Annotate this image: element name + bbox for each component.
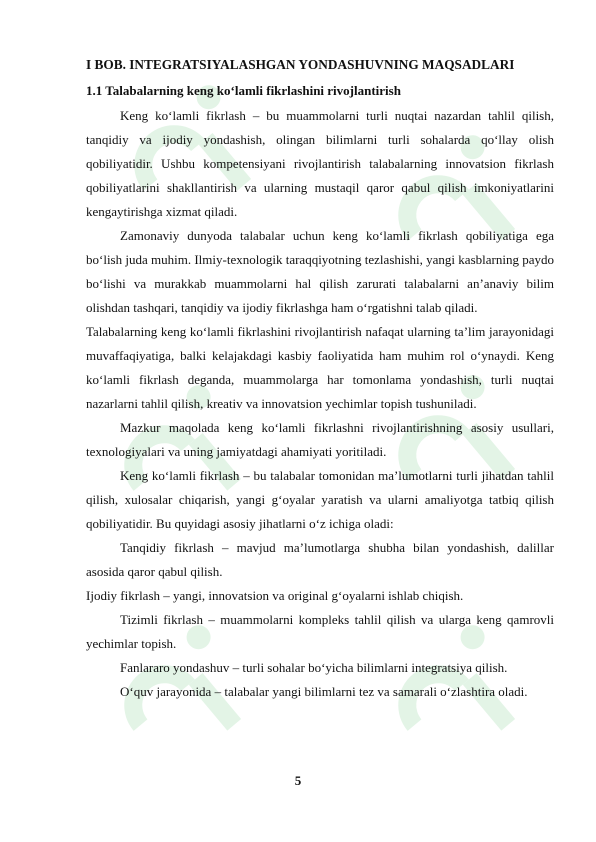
paragraph: Fanlararo yondashuv – turli sohalar bo‘yicha bilimlarni integratsiya qilish.: [120, 660, 508, 675]
page-number: 5: [294, 773, 302, 788]
paragraph: Mazkur maqolada keng ko‘lamli fikrlashni rivojlantirishning asosiy usullari, texnologiyalari va uning jamiyatdagi ahamiyati yoritiladi.: [86, 420, 554, 459]
paragraph: Keng ko‘lamli fikrlash – bu talabalar tomonidan ma’lumotlarni turli jihatdan tahlil qilish, xulosalar chiqarish, yangi g‘oyalar yaratish va ularni amaliyotga tatbiq qilish qobiliyatidir. Bu quyidagi asosiy jihatlarni o‘z ichiga oladi:: [86, 468, 554, 531]
paragraph: O‘quv jarayonida – talabalar yangi bilimlarni tez va samarali o‘zlashtira oladi.: [120, 684, 528, 699]
paragraph: Tanqidiy fikrlash – mavjud ma’lumotlarga shubha bilan yondashish, dalillar asosida qaror qabul qilish.: [86, 540, 554, 579]
paragraph: Talabalarning keng ko‘lamli fikrlashini rivojlantirish nafaqat ularning ta’lim jarayonidagi muvaffaqiyatiga, balki kelajakdagi kasbiy faoliyatida ham muhim rol o‘ynaydi. Keng ko‘lamli fikrlash deganda, muammolarga har tomonlama yondashish, turli nuqtai nazarlarni tahlil qilish, kreativ va innovatsion yechimlar topish tushuniladi.: [86, 324, 554, 411]
section-title: 1.1 Talabalarning keng ko‘lamli fikrlashini rivojlantirish: [86, 83, 401, 98]
paragraph: Keng ko‘lamli fikrlash – bu muammolarni turli nuqtai nazardan tahlil qilish, tanqidiy va ijodiy yondashish, olingan bilimlarni turli sohalarda qo‘llay olish qobiliyatidir. Ushbu kompetensiyani rivojlantirish talabalarning innovatsion fikrlash qobiliyatlarini shakllantirish va ularning mustaqil qaror qabul qilish imkoniyatlarini kengaytirishga xizmat qiladi.: [86, 108, 554, 219]
paragraph: Zamonaviy dunyoda talabalar uchun keng ko‘lamli fikrlash qobiliyatiga ega bo‘lish juda muhim. Ilmiy-texnologik taraqqiyotning tezlashishi, yangi kasblarning paydo bo‘lishi va murakkab muammolarni hal qilish zarurati talabalarni an’anaviy bilim olishdan tashqari, tanqidiy va ijodiy fikrlashga ham o‘rgatishni talab qiladi.: [86, 228, 554, 315]
chapter-title: I BOB. INTEGRATSIYALASHGAN YONDASHUVNING MAQSADLARI: [86, 57, 515, 72]
body-text: [86, 56, 554, 704]
paragraph: Tizimli fikrlash – muammolarni kompleks tahlil qilish va ularga keng qamrovli yechimlar topish.: [86, 612, 554, 651]
paragraph: Ijodiy fikrlash – yangi, innovatsion va original g‘oyalarni ishlab chiqish.: [86, 588, 464, 603]
